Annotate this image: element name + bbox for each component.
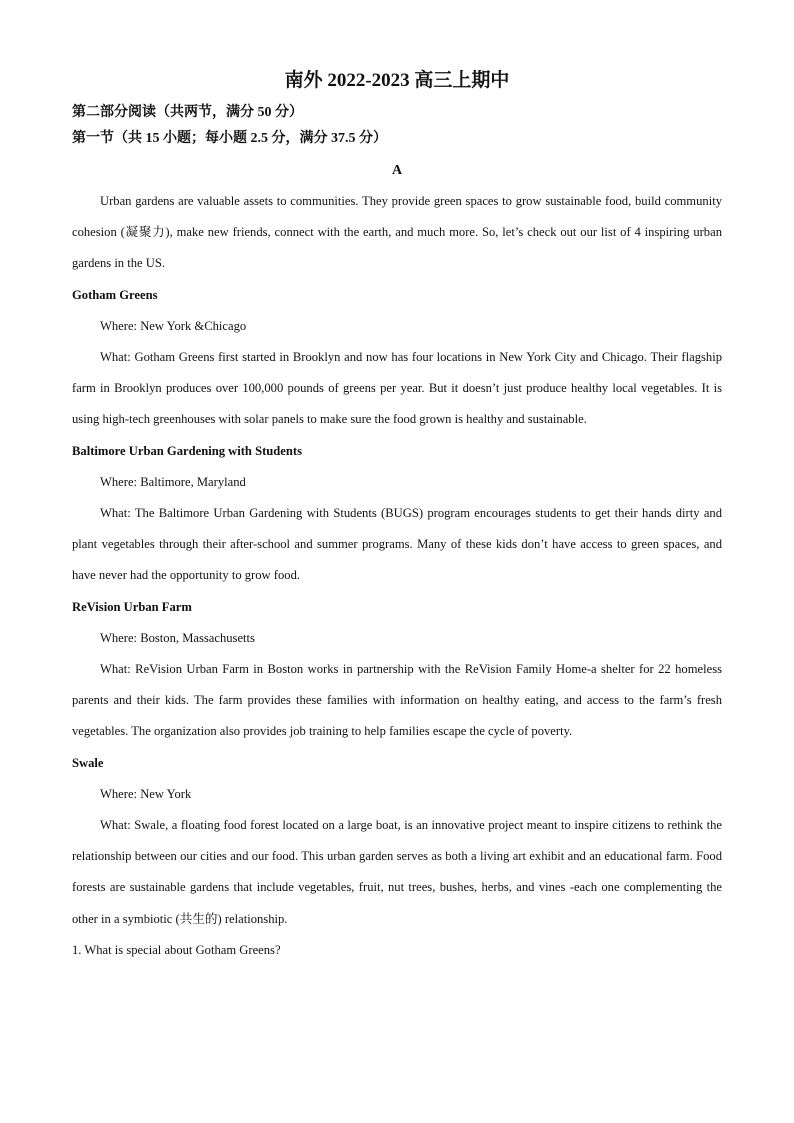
exam-page (72, 66, 722, 966)
garden-where: Where: New York &Chicago (100, 318, 247, 333)
passage-label: A (391, 163, 403, 178)
garden-name: ReVision Urban Farm (72, 599, 192, 614)
part-heading: 第二部分阅读（共两节，满分 50 分） (72, 105, 303, 120)
section-heading: 第一节（共 15 小题；每小题 2.5 分，满分 37.5 分） (72, 131, 387, 146)
garden-revision (72, 592, 722, 748)
garden-name: Swale (72, 755, 104, 770)
garden-name: Gotham Greens (72, 287, 158, 302)
question-1: 1. What is special about Gotham Greens? (72, 942, 281, 957)
garden-where: Where: Baltimore, Maryland (100, 474, 246, 489)
garden-swale (72, 748, 722, 935)
garden-what: What: The Baltimore Urban Gardening with Students (BUGS) program encourages students to get their hands dirty and plant vegetables through their after-school and summer programs. Many of these kids don’t have access to green spaces, and have never had the opportunity to grow food. (72, 506, 722, 583)
garden-baltimore (72, 436, 722, 592)
garden-what: What: Gotham Greens first started in Brooklyn and now has four locations in New York City and Chicago. Their flagship farm in Brooklyn produces over 100,000 pounds of greens per year. But it doesn’t just produce healthy local vegetables. It is using high-tech greenhouses with solar panels to make sure the food grown is healthy and sustainable. (72, 350, 722, 427)
exam-title: 南外 2022-2023 高三上期中 (284, 70, 510, 91)
garden-what: What: Swale, a floating food forest located on a large boat, is an innovative project meant to inspire citizens to rethink the relationship between our cities and our food. This urban garden serves as both a living art exhibit and an educational farm. Food forests are sustainable gardens that include vegetables, fruit, nut trees, bushes, herbs, and vines -each one complementing the other in a symbiotic (共生的) relationship. (72, 818, 722, 926)
garden-where: Where: New York (100, 786, 192, 801)
garden-gotham-greens (72, 280, 722, 436)
garden-name: Baltimore Urban Gardening with Students (72, 443, 302, 458)
garden-where: Where: Boston, Massachusetts (100, 630, 255, 645)
garden-what: What: ReVision Urban Farm in Boston works in partnership with the ReVision Family Home-a shelter for 22 homeless parents and their kids. The farm provides these families with information on healthy eating, and access to the farm’s fresh vegetables. The organization also provides job training to help families escape the cycle of poverty. (72, 662, 722, 739)
intro-paragraph: Urban gardens are valuable assets to communities. They provide green spaces to grow sustainable food, build community cohesion (凝聚力), make new friends, connect with the earth, and much more. So, let’s check out our list of 4 inspiring urban gardens in the US. (72, 194, 722, 271)
